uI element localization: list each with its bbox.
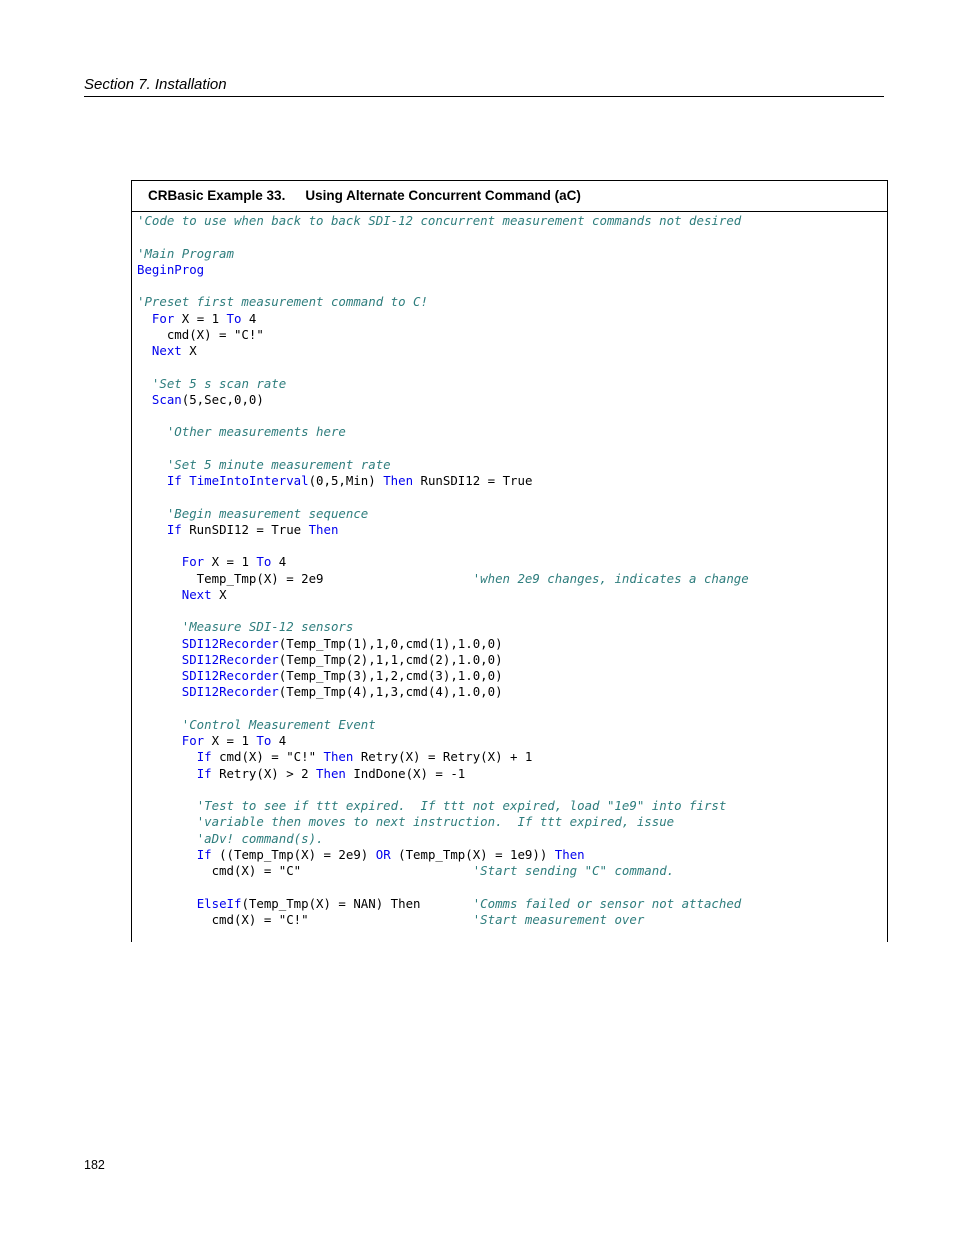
code-line: [137, 749, 749, 765]
code-line: [137, 538, 749, 554]
code-text: (Temp_Tmp(X) = 1e9)): [390, 846, 555, 862]
code-keyword: For: [181, 733, 205, 748]
code-line: [137, 733, 749, 749]
code-keyword: ElseIf: [196, 895, 242, 911]
code-line: [137, 636, 749, 652]
example-caption: [132, 181, 887, 212]
code-keyword: Then: [323, 749, 354, 765]
code-text: [137, 392, 152, 407]
code-text: [137, 733, 182, 748]
code-keyword: OR: [375, 846, 391, 862]
code-line: [137, 831, 749, 847]
code-keyword: To: [256, 554, 272, 570]
code-comment: 'aDv! command(s).: [196, 830, 324, 846]
code-line: [137, 457, 749, 473]
code-text: cmd(X) = "C!": [137, 326, 264, 342]
code-line: [137, 262, 749, 278]
code-comment: 'Preset first measurement command to C!: [137, 294, 428, 310]
code-text: RunSDI12 = True: [413, 473, 533, 488]
code-text: [137, 814, 197, 829]
code-comment: 'Main Program: [137, 245, 234, 261]
code-comment: 'Set 5 s scan rate: [151, 375, 287, 391]
code-example-box: [131, 180, 888, 942]
code-line: [137, 424, 749, 440]
code-text: ((Temp_Tmp(X) = 2e9): [211, 846, 376, 862]
code-line: [137, 294, 749, 310]
code-text: (Temp_Tmp(3),1,2,cmd(3),1.0,0): [278, 668, 503, 683]
code-text: 4: [271, 733, 287, 748]
section-header: Section 7. Installation: [84, 76, 884, 97]
code-text: Temp_Tmp(X) = 2e9: [137, 570, 473, 586]
code-keyword: Then: [308, 521, 339, 537]
code-text: (Temp_Tmp(2),1,1,cmd(2),1.0,0): [278, 651, 503, 667]
code-keyword: Then: [554, 846, 585, 862]
code-keyword: If: [166, 473, 182, 488]
code-line: [137, 814, 749, 830]
code-line: [137, 668, 749, 684]
code-text: cmd(X) = "C!": [137, 911, 473, 927]
code-text: [137, 717, 182, 732]
code-text: Retry(X) > 2: [211, 765, 317, 781]
code-comment: 'Begin measurement sequence: [166, 505, 369, 521]
code-line: [137, 554, 749, 570]
code-line: [137, 847, 749, 863]
code-listing: [137, 213, 749, 928]
code-line: [137, 327, 749, 343]
code-text: [137, 684, 182, 699]
code-line: [137, 782, 749, 798]
example-label: CRBasic Example 33.: [148, 188, 286, 203]
code-comment: 'Set 5 minute measurement rate: [166, 456, 391, 472]
code-keyword: For: [151, 310, 175, 326]
code-keyword: If: [166, 521, 182, 537]
code-line: [137, 587, 749, 603]
code-keyword: SDI12Recorder: [181, 635, 279, 651]
code-line: [137, 246, 749, 262]
code-text: [137, 847, 197, 862]
code-comment: 'variable then moves to next instruction. If ttt expired, issue: [196, 814, 675, 830]
code-text: [137, 506, 167, 521]
code-keyword: Then: [316, 765, 346, 781]
code-line: [137, 717, 749, 733]
code-line: [137, 392, 749, 408]
example-title: Using Alternate Concurrent Command (aC): [305, 188, 581, 203]
code-line: [137, 359, 749, 375]
code-text: X: [181, 343, 197, 358]
code-line: [137, 603, 749, 619]
code-comment: 'Start measurement over: [472, 911, 645, 927]
code-keyword: If: [196, 765, 212, 781]
code-line: [137, 229, 749, 245]
code-line: [137, 213, 749, 229]
code-comment: 'Code to use when back to back SDI-12 concurrent measurement commands not desired: [137, 213, 742, 228]
code-keyword: SDI12Recorder: [181, 668, 279, 683]
code-comment: 'Control Measurement Event: [181, 716, 376, 732]
code-line: [137, 376, 749, 392]
code-keyword: SDI12Recorder: [181, 651, 279, 667]
code-keyword: To: [256, 733, 272, 748]
code-line: [137, 863, 749, 879]
code-line: [137, 311, 749, 327]
code-keyword: Next: [151, 343, 182, 358]
code-line: [137, 489, 749, 505]
code-line: [137, 441, 749, 457]
code-text: [137, 831, 197, 846]
code-line: [137, 473, 749, 489]
code-keyword: Scan: [151, 391, 182, 407]
code-text: X = 1: [174, 310, 227, 326]
code-text: [137, 587, 182, 602]
code-text: [137, 343, 152, 358]
code-line: [137, 912, 749, 928]
code-text: (5,Sec,0,0): [181, 391, 264, 407]
code-text: RunSDI12 = True: [181, 521, 309, 537]
code-text: [137, 457, 167, 472]
code-text: [137, 896, 197, 911]
code-text: [137, 424, 167, 439]
code-text: X = 1: [204, 733, 257, 748]
code-line: [137, 766, 749, 782]
code-text: IndDone(X) = -1: [345, 765, 466, 781]
code-line: [137, 506, 749, 522]
code-keyword: BeginProg: [137, 261, 205, 277]
code-keyword: If: [196, 749, 212, 765]
code-line: [137, 343, 749, 359]
code-text: [137, 652, 182, 667]
code-comment: 'Other measurements here: [166, 424, 346, 440]
code-line: [137, 278, 749, 294]
code-text: X: [211, 586, 227, 602]
code-line: [137, 522, 749, 538]
code-keyword: If: [196, 846, 212, 862]
code-text: [137, 766, 197, 781]
code-line: [137, 571, 749, 587]
code-text: (Temp_Tmp(4),1,3,cmd(4),1.0,0): [278, 684, 503, 700]
code-text: [137, 668, 182, 683]
code-text: [137, 798, 197, 813]
code-text: X = 1: [204, 554, 257, 570]
code-keyword: To: [226, 310, 242, 326]
code-comment: 'Test to see if ttt expired. If ttt not expired, load "1e9" into first: [196, 798, 727, 813]
code-keyword: TimeIntoInterval: [189, 473, 309, 488]
code-text: [137, 473, 167, 488]
code-text: (Temp_Tmp(X) = NAN) Then: [241, 895, 473, 911]
code-comment: 'Start sending "C" command.: [472, 863, 675, 878]
code-text: (0,5,Min): [308, 473, 384, 488]
code-text: cmd(X) = "C!": [211, 749, 324, 765]
code-text: cmd(X) = "C": [137, 863, 473, 878]
code-line: [137, 701, 749, 717]
code-line: [137, 408, 749, 424]
code-text: 4: [241, 310, 257, 326]
code-keyword: Next: [181, 586, 212, 602]
code-comment: 'Measure SDI-12 sensors: [181, 619, 354, 635]
code-keyword: SDI12Recorder: [181, 684, 279, 700]
code-text: [137, 376, 152, 391]
code-text: 4: [271, 554, 287, 570]
code-text: [137, 636, 182, 651]
code-line: [137, 896, 749, 912]
code-keyword: For: [181, 554, 205, 570]
code-comment: 'Comms failed or sensor not attached: [472, 895, 742, 911]
code-text: Retry(X) = Retry(X) + 1: [353, 749, 533, 765]
code-line: [137, 684, 749, 700]
code-line: [137, 798, 749, 814]
code-text: (Temp_Tmp(1),1,0,cmd(1),1.0,0): [278, 635, 503, 651]
code-text: [137, 749, 197, 764]
code-comment: 'when 2e9 changes, indicates a change: [472, 570, 749, 586]
page-number: 182: [84, 1158, 105, 1172]
code-text: [137, 554, 182, 569]
code-text: [137, 619, 182, 634]
code-text: [137, 311, 152, 326]
code-line: [137, 619, 749, 635]
code-line: [137, 879, 749, 895]
code-keyword: Then: [383, 473, 414, 488]
code-line: [137, 652, 749, 668]
code-text: [137, 522, 167, 537]
